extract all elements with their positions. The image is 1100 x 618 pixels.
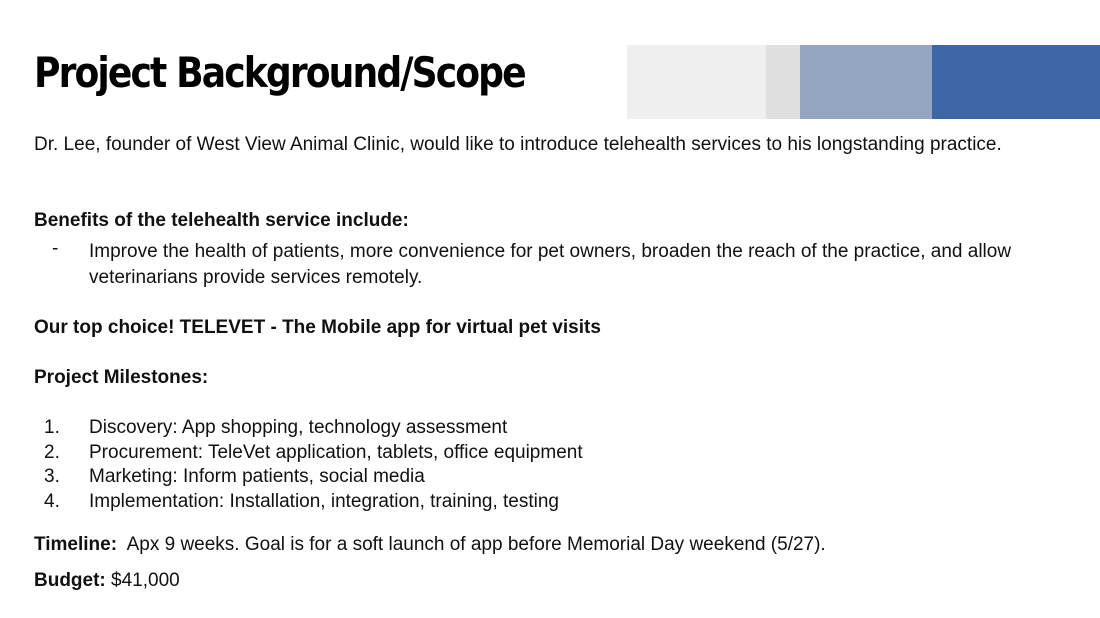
benefits-bullet-marker: - [52,238,59,259]
milestone-text: Procurement: TeleVet application, tablets, office equipment [89,441,583,463]
timeline-line [34,532,826,558]
milestones-heading: Project Milestones: [34,367,209,388]
decor-block-1 [627,45,766,119]
budget-line [34,568,180,594]
intro-paragraph: Dr. Lee, founder of West View Animal Clinic, would like to introduce telehealth services to his longstanding practice. [34,134,1002,155]
decor-block-2 [766,45,800,119]
budget-label: Budget: [34,570,106,591]
milestone-number: 2. [44,441,60,463]
milestone-number: 3. [44,466,60,488]
milestone-text: Implementation: Installation, integration, training, testing [89,490,559,512]
milestones-list [44,416,583,514]
decor-block-4 [932,45,1100,119]
milestone-text: Discovery: App shopping, technology assessment [89,417,508,438]
decor-block-3 [800,45,932,119]
slide-title: Project Background/Scope [34,48,525,97]
benefits-heading: Benefits of the telehealth service include: [34,210,409,231]
top-choice: Our top choice! TELEVET - The Mobile app for virtual pet visits [34,317,601,338]
milestone-number: 4. [44,490,60,512]
timeline-text: Apx 9 weeks. Goal is for a soft launch of app before Memorial Day weekend (5/27). [126,534,826,555]
budget-value: $41,000 [111,570,180,591]
timeline-label: Timeline: [34,534,118,555]
milestone-item [44,465,583,490]
milestone-text: Marketing: Inform patients, social media [89,466,425,488]
milestone-item [44,441,583,466]
milestone-number: 1. [44,417,60,438]
milestone-item [44,416,583,441]
milestone-item [44,490,583,515]
benefits-text: Improve the health of patients, more convenience for pet owners, broaden the reach of the practice, and allow veterinarians provide services remotely. [89,241,1012,288]
